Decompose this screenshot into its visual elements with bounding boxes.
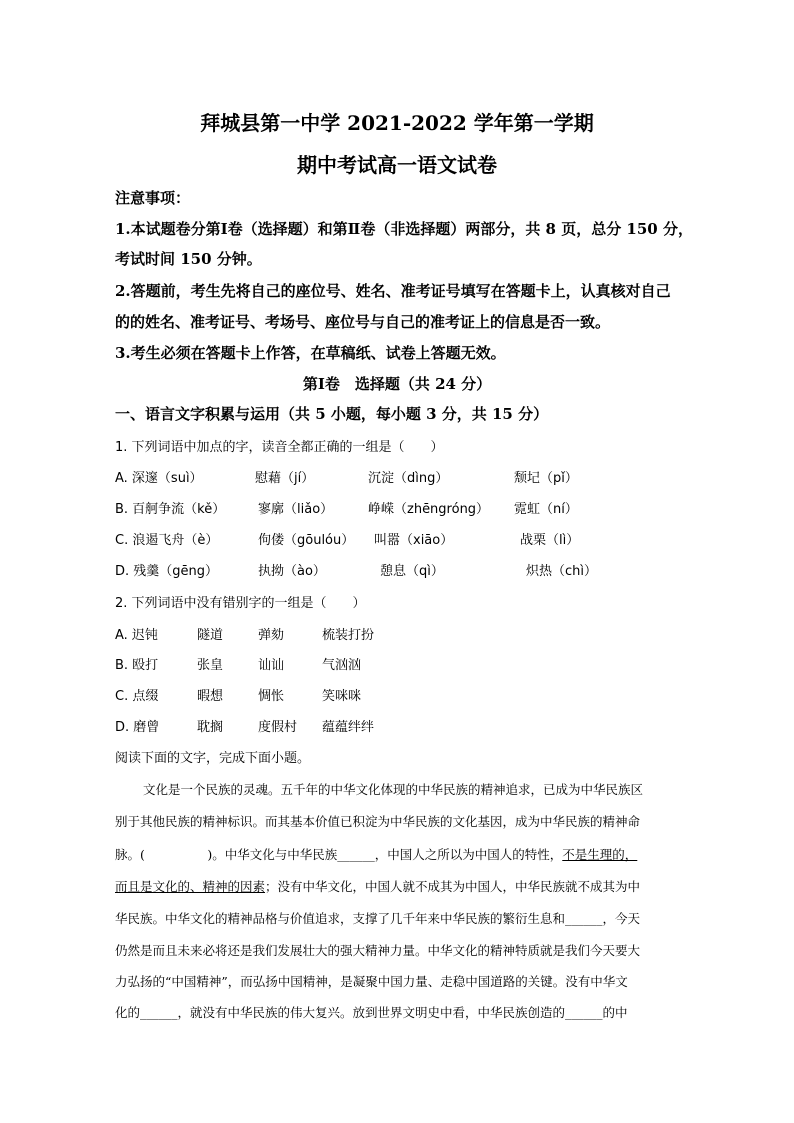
option-item: A. 迟钝	[115, 628, 158, 643]
option-item: 战栗（lì）	[520, 533, 580, 548]
option-item: 霓虹（ní）	[514, 502, 578, 517]
option-item: 颓圮（pǐ）	[514, 471, 578, 486]
exam-title-line2: 期中考试高一语文试卷	[297, 153, 497, 177]
question-1-option-a	[115, 467, 715, 487]
question-2-option-a	[115, 624, 715, 644]
note-2-line2: 的的姓名、准考证号、考场号、座位号与自己的准考证上的信息是否一致。	[115, 313, 611, 331]
question-1-option-b	[115, 498, 715, 518]
question-2-option-b	[115, 654, 715, 674]
underlined-text: 而且是文化的、精神的因素	[115, 879, 266, 894]
option-item: 张皇	[197, 658, 224, 673]
option-item: D. 磨曾	[115, 720, 160, 735]
note-2-line1: 2.答题前，考生先将自己的座位号、姓名、准考证号填写在答题卡上，认真核对自己	[115, 282, 671, 300]
question-2-option-c	[115, 685, 715, 705]
section-heading: 第Ⅰ卷 选择题（共 24 分）	[302, 375, 492, 393]
option-item: 暇想	[197, 689, 224, 704]
option-item: A. 深邃（suì）	[115, 471, 203, 486]
option-item: 梳装打扮	[322, 628, 375, 643]
question-2-stem: 2. 下列词语中没有错别字的一组是（ ）	[115, 596, 366, 611]
option-item: C. 浪遏飞舟（è）	[115, 533, 219, 548]
note-3: 3.考生必须在答题卡上作答，在草稿纸、试卷上答题无效。	[115, 344, 506, 362]
passage-line	[115, 877, 640, 895]
passage-line: 别于其他民族的精神标识。而其基本价值已积淀为中华民族的文化基因，成为中华民族的精神命	[115, 814, 641, 829]
option-item: 沉淀（dìng）	[368, 471, 449, 486]
passage-line: 仍然是而且未来必将还是我们发展壮大的强大精神力量。中华文化的精神特质就是我们今天要大	[115, 943, 641, 958]
reading-instruction: 阅读下面的文字，完成下面小题。	[115, 751, 311, 766]
option-item: 执拗（ào）	[258, 564, 326, 579]
passage-text: 脉。( )。中华文化与中华民族______，中国人之所以为中国人的特性，	[115, 847, 563, 862]
question-1-option-c	[115, 529, 715, 549]
passage-line: 文化是一个民族的灵魂。五千年的中华文化体现的中华民族的精神追求，已成为中华民族区	[143, 782, 644, 797]
passage-text: ；没有中华文化，中国人就不成其为中国人，中华民族就不成其为中	[265, 879, 641, 894]
option-item: D. 残羹（gēng）	[115, 564, 219, 579]
option-item: 寥廓（liǎo）	[258, 502, 334, 517]
option-item: 度假村	[258, 720, 298, 735]
option-item: 笑咪咪	[322, 689, 362, 704]
exam-title-line1: 拜城县第一中学 2021-2022 学年第一学期	[200, 111, 594, 135]
option-item: C. 点缀	[115, 689, 159, 704]
passage-line: 力弘扬的“中国精神”，而弘扬中国精神，是凝聚中国力量、走稳中国道路的关键。没有中华文	[115, 974, 628, 989]
option-item: 隧道	[197, 628, 224, 643]
note-1-line1: 1.本试题卷分第Ⅰ卷（选择题）和第Ⅱ卷（非选择题）两部分，共 8 页，总分 150 分，	[115, 220, 693, 238]
option-item: 惆怅	[258, 689, 285, 704]
question-2-option-d	[115, 716, 715, 736]
part-heading: 一、语言文字积累与运用（共 5 小题，每小题 3 分，共 15 分）	[115, 405, 549, 423]
option-item: 峥嵘（zhēngróng）	[368, 502, 490, 517]
option-item: 炽热（chì）	[526, 564, 597, 579]
passage-line	[115, 845, 637, 863]
question-1-stem: 1. 下列词语中加点的字，读音全都正确的一组是（ ）	[115, 440, 444, 455]
option-item: 佝偻（gōulóu）	[258, 533, 355, 548]
option-item: 气汹汹	[322, 658, 362, 673]
question-1-option-d	[115, 560, 715, 580]
passage-line: 化的______，就没有中华民族的伟大复兴。放到世界文明史中看，中华民族创造的______的中	[115, 1005, 628, 1020]
option-item: B. 殴打	[115, 658, 159, 673]
option-item: 叫嚣（xiāo）	[374, 533, 454, 548]
option-item: 憩息（qì）	[380, 564, 444, 579]
option-item: 弹劾	[258, 628, 285, 643]
passage-line: 华民族。中华文化的精神品格与价值追求，支撑了几千年来中华民族的繁衍生息和______，今天	[115, 911, 641, 926]
notes-heading: 注意事项：	[115, 189, 191, 207]
option-item: B. 百舸争流（kě）	[115, 502, 226, 517]
note-1-line2: 考试时间 150 分钟。	[115, 250, 262, 268]
underlined-text: 不是生理的，	[562, 847, 638, 862]
option-item: 耽搁	[197, 720, 224, 735]
option-item: 蕴蕴绊绊	[322, 720, 375, 735]
option-item: 讪讪	[258, 658, 285, 673]
option-item: 慰藉（jí）	[255, 471, 315, 486]
